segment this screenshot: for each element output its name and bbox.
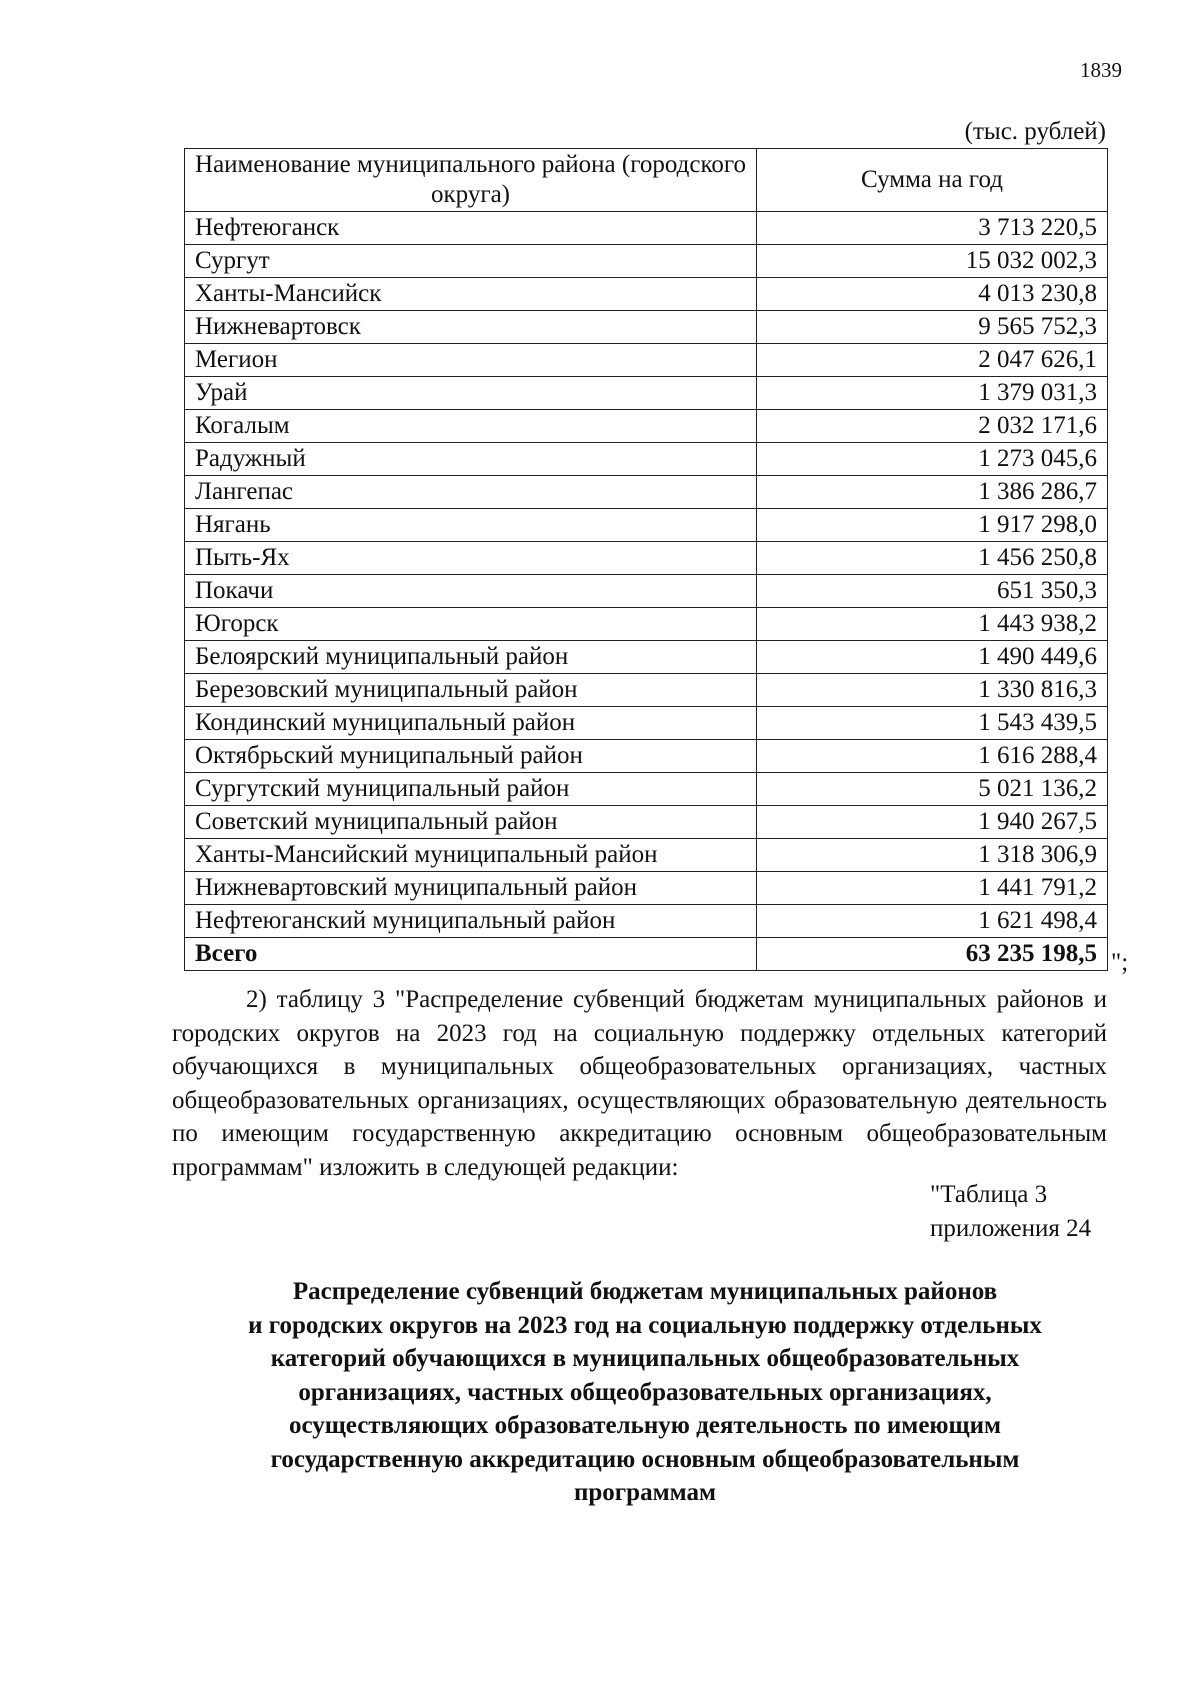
amount-value: 9 565 752,3 — [757, 311, 1108, 344]
amount-value: 1 441 791,2 — [757, 872, 1108, 905]
municipality-name: Нефтеюганский муниципальный район — [185, 905, 757, 938]
amount-value: 2 032 171,6 — [757, 410, 1108, 443]
table-row — [185, 872, 1108, 905]
heading-line: программам — [574, 1479, 716, 1506]
municipality-name: Радужный — [185, 443, 757, 476]
amount-value: 3 713 220,5 — [757, 212, 1108, 245]
amount-value: 1 490 449,6 — [757, 641, 1108, 674]
amount-value: 63 235 198,5 — [757, 938, 1108, 971]
table-row — [185, 443, 1108, 476]
header-municipality: Наименование муниципального района (городского округа) — [185, 149, 757, 212]
amount-value: 1 273 045,6 — [757, 443, 1108, 476]
municipality-name: Всего — [185, 938, 757, 971]
amount-value: 4 013 230,8 — [757, 278, 1108, 311]
heading-line: осуществляющих образовательную деятельность по имеющим — [288, 1412, 1002, 1439]
table-row — [185, 707, 1108, 740]
table-row — [185, 839, 1108, 872]
amount-value: 1 386 286,7 — [757, 476, 1108, 509]
municipality-name: Лангепас — [185, 476, 757, 509]
closing-quote-mark: "; — [1111, 949, 1129, 976]
amount-value: 1 621 498,4 — [757, 905, 1108, 938]
header-amount: Сумма на год — [757, 149, 1108, 212]
municipality-name: Покачи — [185, 575, 757, 608]
municipality-name: Кондинский муниципальный район — [185, 707, 757, 740]
municipality-name: Нижневартовский муниципальный район — [185, 872, 757, 905]
table-header-row — [185, 149, 1108, 212]
municipality-name: Сургутский муниципальный район — [185, 773, 757, 806]
municipality-name: Ханты-Мансийск — [185, 278, 757, 311]
amount-value: 1 940 267,5 — [757, 806, 1108, 839]
amount-value: 1 318 306,9 — [757, 839, 1108, 872]
municipality-name: Советский муниципальный район — [185, 806, 757, 839]
municipality-name: Октябрьский муниципальный район — [185, 740, 757, 773]
table-row — [185, 476, 1108, 509]
table-row — [185, 674, 1108, 707]
table-row — [185, 245, 1108, 278]
table-row — [185, 377, 1108, 410]
table-reference-line-2: приложения 24 — [930, 1215, 1092, 1242]
municipality-name: Сургут — [185, 245, 757, 278]
page-number: 1839 — [1080, 58, 1122, 82]
municipality-name: Мегион — [185, 344, 757, 377]
municipality-name: Пыть-Ях — [185, 542, 757, 575]
amount-value: 1 543 439,5 — [757, 707, 1108, 740]
units-label: (тыс. рублей) — [964, 118, 1106, 145]
heading-line: Распределение субвенций бюджетам муниципальных районов — [292, 1278, 998, 1305]
table-row — [185, 311, 1108, 344]
table-reference-line-1: "Таблица 3 — [930, 1181, 1048, 1208]
municipality-name: Белоярский муниципальный район — [185, 641, 757, 674]
table-row — [185, 344, 1108, 377]
amount-value: 651 350,3 — [757, 575, 1108, 608]
table-row — [185, 575, 1108, 608]
municipality-name: Когалым — [185, 410, 757, 443]
municipality-name: Урай — [185, 377, 757, 410]
municipality-name: Березовский муниципальный район — [185, 674, 757, 707]
municipality-name: Ханты-Мансийский муниципальный район — [185, 839, 757, 872]
subvention-table — [184, 148, 1108, 971]
amount-value: 1 616 288,4 — [757, 740, 1108, 773]
amount-value: 1 917 298,0 — [757, 509, 1108, 542]
heading-line: государственную аккредитацию основным общеобразовательным — [270, 1445, 1020, 1473]
heading-line: организациях, частных общеобразовательных организациях, — [298, 1378, 992, 1406]
table-row — [185, 806, 1108, 839]
municipality-name: Нефтеюганск — [185, 212, 757, 245]
amount-value: 5 021 136,2 — [757, 773, 1108, 806]
municipality-name: Нижневартовск — [185, 311, 757, 344]
amount-value: 1 379 031,3 — [757, 377, 1108, 410]
municipality-name: Нягань — [185, 509, 757, 542]
municipality-name: Югорск — [185, 608, 757, 641]
table-row — [185, 212, 1108, 245]
table-row — [185, 278, 1108, 311]
table-row — [185, 740, 1108, 773]
amount-value: 2 047 626,1 — [757, 344, 1108, 377]
table-reference — [930, 1178, 1091, 1246]
heading-line: категорий обучающихся в муниципальных общеобразовательных — [270, 1345, 1020, 1372]
table-row — [185, 641, 1108, 674]
amount-value: 1 330 816,3 — [757, 674, 1108, 707]
amount-value: 1 443 938,2 — [757, 608, 1108, 641]
table-row — [185, 773, 1108, 806]
table-row — [185, 542, 1108, 575]
amount-value: 1 456 250,8 — [757, 542, 1108, 575]
amount-value: 15 032 002,3 — [757, 245, 1108, 278]
heading-line: и городских округов на 2023 год на социальную поддержку отдельных — [248, 1311, 1042, 1339]
table-row — [185, 608, 1108, 641]
section-heading — [150, 1275, 1140, 1510]
table-row — [185, 509, 1108, 542]
table-row — [185, 410, 1108, 443]
table-row — [185, 905, 1108, 938]
total-row — [185, 938, 1108, 971]
amendment-paragraph: 2) таблицу 3 "Распределение субвенций бюджетам муниципальных районов и городских округов на 2023 год на социальную поддержку отдельных категорий обучающихся в муниципальных общеобразовательных организациях, частных общеобразовательных организациях, осуществляющих образовательную деятельность по имеющим государственную аккредитацию основным общеобразовательным программам" изложить в следующей редакции: — [172, 986, 1107, 1181]
